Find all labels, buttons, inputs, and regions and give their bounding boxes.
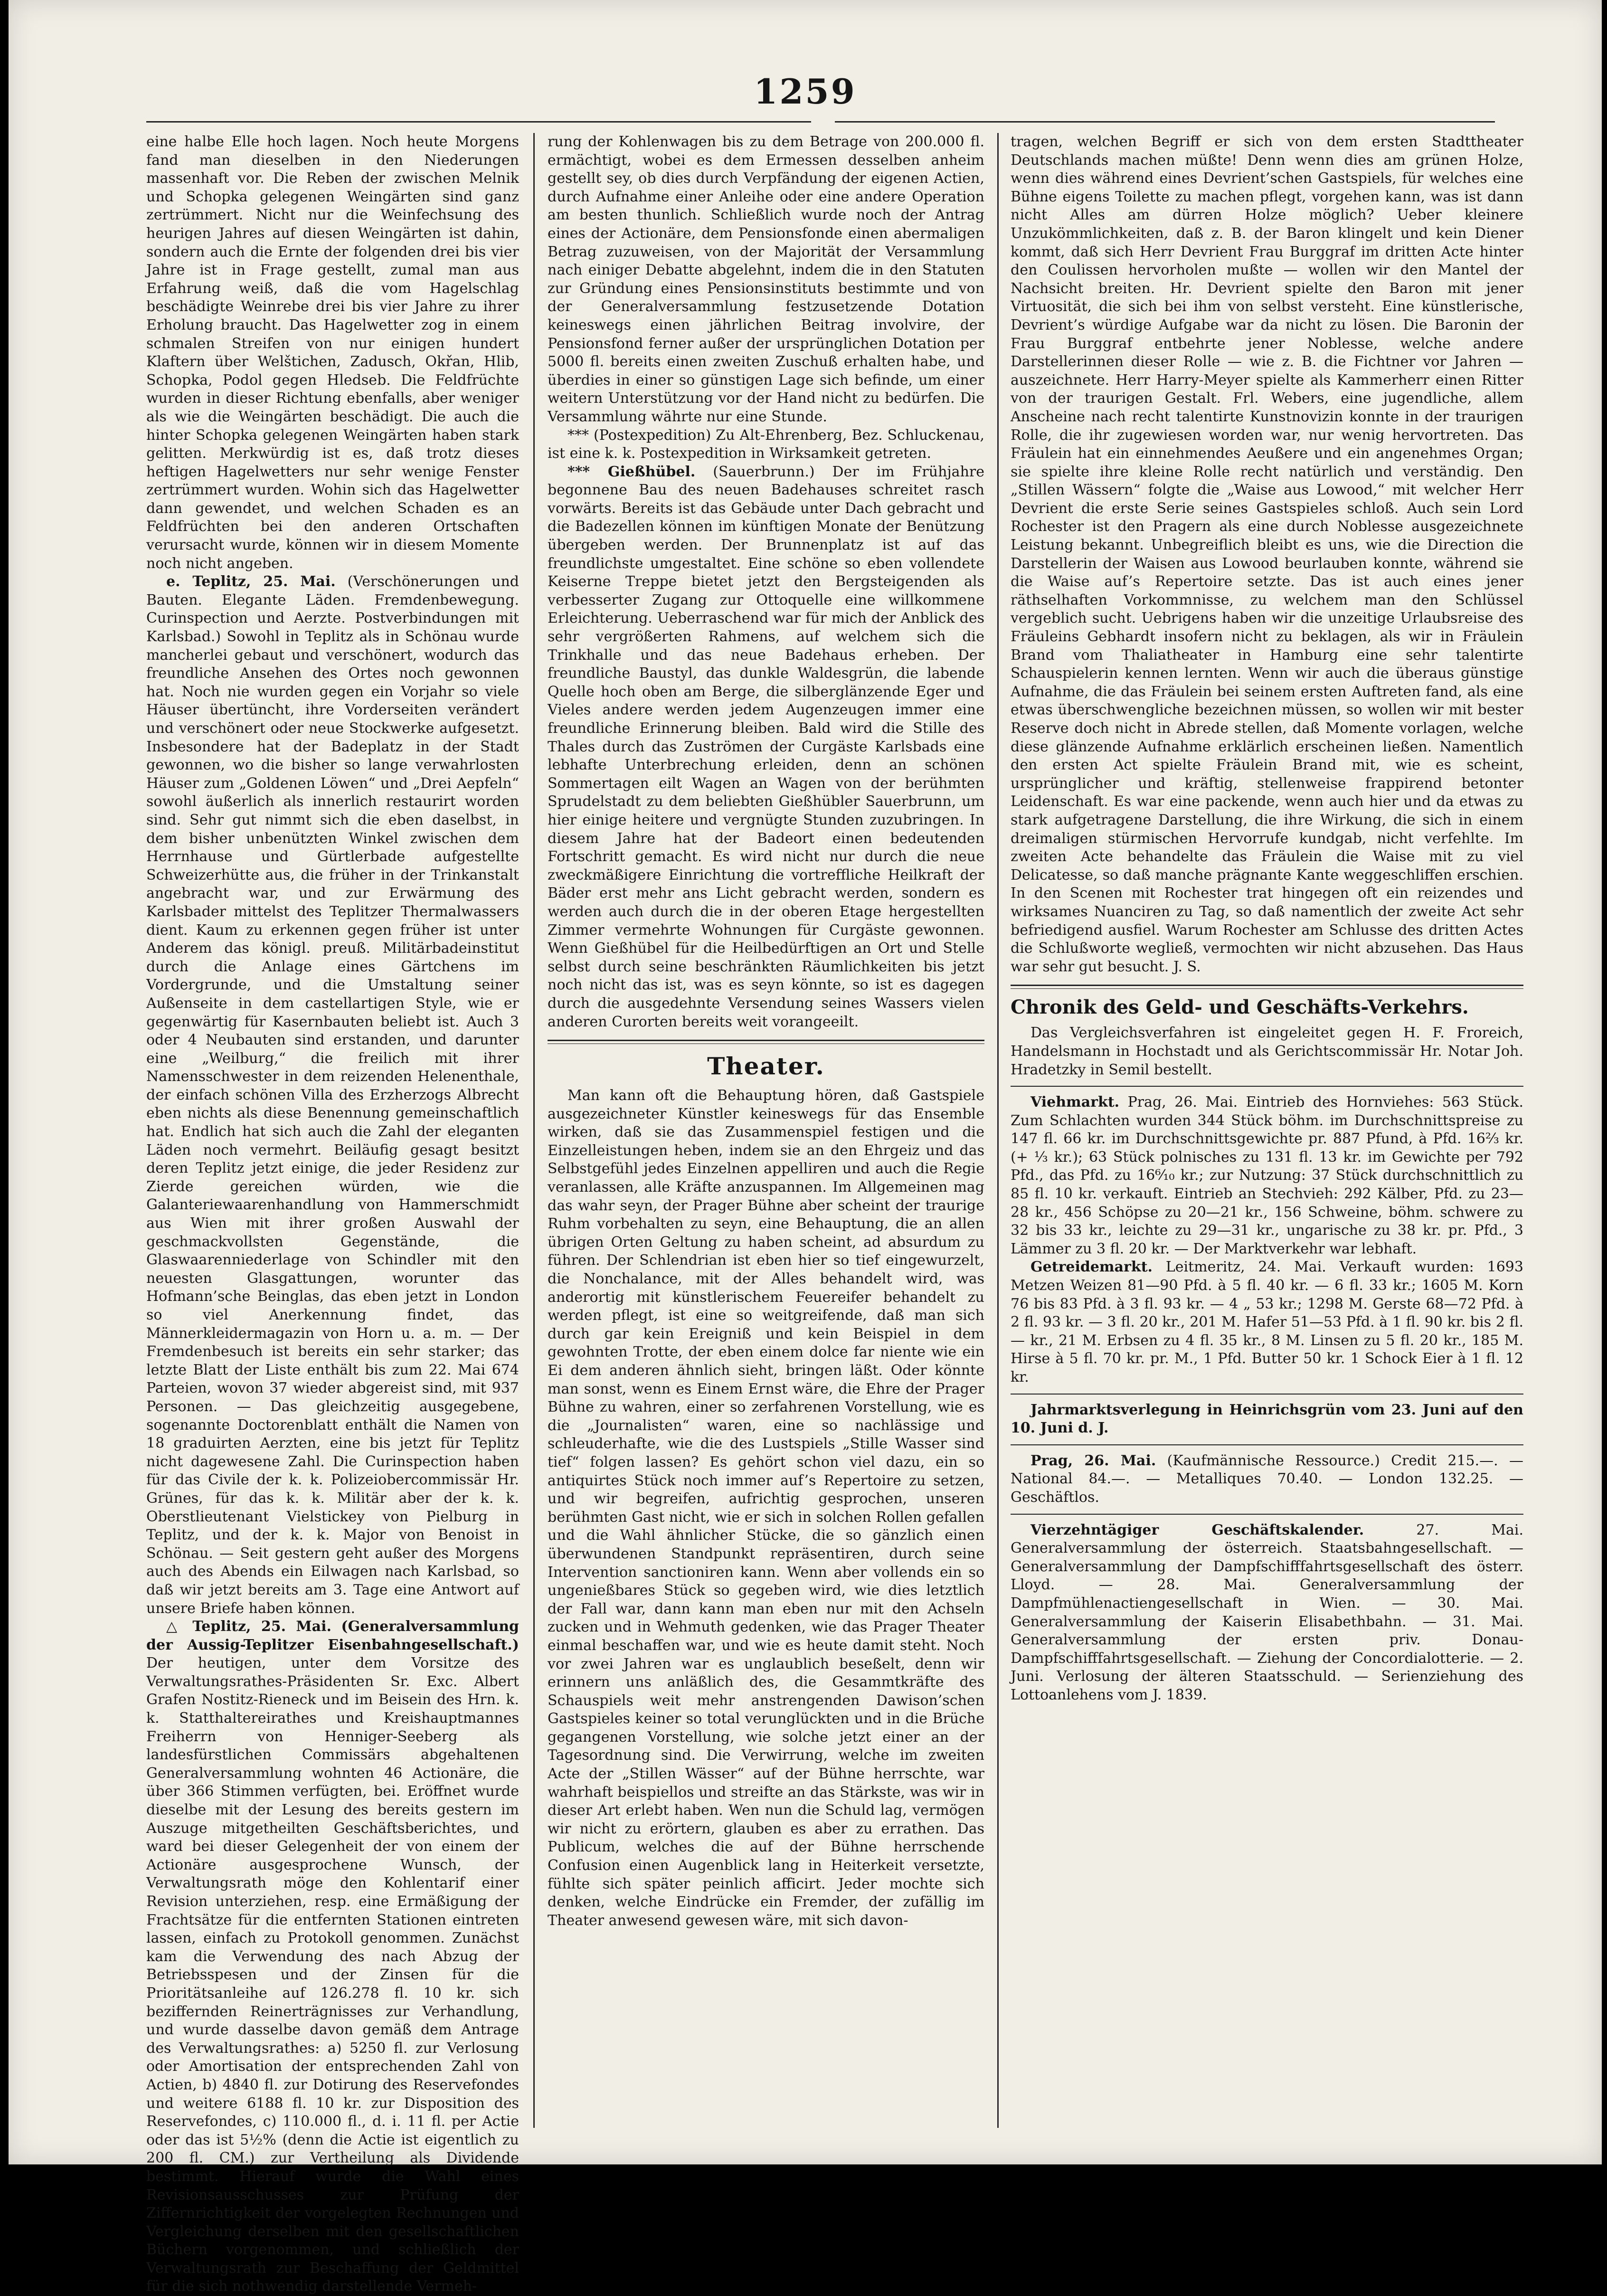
column-1 bbox=[146, 133, 519, 2295]
business-calendar bbox=[1011, 1521, 1523, 1705]
vergleich-notice: Das Vergleichsverfahren ist eingeleitet gegen H. F. Froreich, Handelsmann in Hochstadt und als Gerichtscommissär Hr. Notar Joh. Hradetzky in Semil bestellt. bbox=[1011, 1025, 1523, 1078]
jahrmarkt-notice: Jahrmarktsverlegung in Heinrichsgrün vom 23. Juni auf den 10. Juni d. J. bbox=[1011, 1401, 1523, 1437]
header-rule-right bbox=[835, 121, 1495, 123]
rule bbox=[1011, 1394, 1523, 1395]
page-number: 1259 bbox=[754, 71, 857, 112]
teplitz-report-2 bbox=[146, 1618, 519, 2296]
theater-heading: Theater. bbox=[707, 1052, 825, 1081]
heading: Vierzehntägiger Geschäftskalender. bbox=[1030, 1521, 1364, 1538]
topic: (Generalversammlung der Aussig-Teplitzer Eisenbahngesellschaft.) bbox=[146, 1618, 519, 1653]
rule bbox=[1011, 1444, 1523, 1445]
heading: Viehmarkt. bbox=[1030, 1094, 1120, 1111]
viehmarkt-report bbox=[1011, 1093, 1523, 1258]
column-3 bbox=[1011, 133, 1523, 2147]
column-2 bbox=[548, 133, 984, 2147]
topic: (Sauerbrunn.) bbox=[713, 463, 815, 480]
body: 27. Mai. Generalversammlung der österreich. Staatsbahngesellschaft. — Generalversammlung der Dampfschifffahrtsgesellschaft des österr. Lloyd. — 28. Mai. Generalversammlung der Dampfmühlenactiengesellschaft in Wien. — 30. Mai. Generalversammlung der Kaiserin Elisabethbahn. — 31. Mai. Generalversammlung der ersten priv. Donau-Dampfschifffahrtsgesellschaft. — Ziehung der Concordialotterie. — 2. Juni. Verlosung der älteren Staatsschuld. — Serienziehung des Lottoanlehens vom J. 1839. bbox=[1011, 1521, 1523, 1703]
giesshuebel-report bbox=[548, 463, 984, 1031]
dateline: *** Gießhübel. bbox=[567, 463, 696, 480]
postexpedition-notice: *** (Postexpedition) Zu Alt-Ehrenberg, Bez. Schluckenau, ist eine k. k. Postexpedition in Wirksamkeit getreten. bbox=[548, 427, 984, 462]
prag-exchange-report bbox=[1011, 1452, 1523, 1507]
column-divider-1 bbox=[533, 133, 535, 2128]
rule bbox=[1011, 1514, 1523, 1515]
heading: Prag, 26. Mai. bbox=[1030, 1452, 1156, 1469]
body: Prag, 26. Mai. Eintrieb des Hornviehes: 563 Stück. Zum Schlachten wurden 344 Stück böhm. im Durchschnittspreise zu 147 fl. 66 kr. im Durchschnittsgewichte pr. 887 Pfund, à Pfd. 16⅔ kr. (+ ⅓ kr.); 63 Stück polnisches zu 131 fl. 13 kr. im Gewichte per 792 Pfd., das Pfd. zu 16⁶⁄₁₀ kr.; zur Nutzung: 37 Stück durchschnittlich zu 85 fl. 10 kr. verkauft. Eintrieb an Stechvieh: 292 Kälber, Pfd. zu 23—28 kr., 456 Schöpse zu 20—21 kr., 156 Schweine, böhm. schwere zu 32 bis 33 kr., leichte zu 29—31 kr., ungarische zu 38 kr. pr. Pfd., 3 Lämmer zu 3 fl. 20 kr. — Der Marktverkehr war lebhaft. bbox=[1011, 1094, 1523, 1257]
body: Der im Frühjahre begonnene Bau des neuen Badehauses schreitet rasch vorwärts. Bereits ist das Gebäude unter Dach gebracht und die Badezellen können im künftigen Monate der Benützung übergeben werden. Der Brunnenplatz ist auf das freundlichste umgestaltet. Eine schöne so eben vollendete Keiserne Treppe bietet jetzt den Bergsteigenden als verbesserter Zugang zur Ottoquelle eine willkommene Erleichterung. Ueberraschend war für mich der Anblick des sehr vergrößerten Rahmens, auf welchem sich die Trinkhalle und das neue Badehaus erheben. Der freundliche Baustyl, das dunkle Waldesgrün, die labende Quelle hoch oben am Berge, die silberglänzende Eger und Vieles andere werden jedem Augenzeugen immer eine freundliche Erinnerung bleiben. Bald wird die Stille des Thales durch das Zuströmen der Curgäste Karlsbads eine lebhafte Unterbrechung erleiden, denn an schönen Sommertagen eilt Wagen an Wagen von der berühmten Sprudelstadt zu dem beliebten Gießhübler Sauerbrunn, um hier einige heitere und vergnügte Stunden zuzubringen. In diesem Jahre hat der Badeort einen bedeutenden Fortschritt gemacht. Es wird nicht nur durch die neue zweckmäßigere Einrichtung die vortreffliche Heilkraft der Bäder erst mehr ans Licht gebracht werden, sondern es werden auch durch die in der oberen Etage hergestellten Zimmer vermehrte Wohnungen für Curgäste gewonnen. Wenn Gießhübel für die Heilbedürftigen an Ort und Stelle selbst durch seine beschränkten Räumlichkeiten bis jetzt noch nicht das ist, was es seyn könnte, so ist es dagegen durch die ausgedehnte Versendung seines Wassers vielen anderen Curorten bereits weit vorangeeilt. bbox=[548, 463, 984, 1030]
theater-review-continued: tragen, welchen Begriff er sich von dem ersten Stadttheater Deutschlands machen müßte! Denn wenn dies am grünen Holze, wenn dies während eines Devrient’schen Gastspiels, für welches eine Bühne eigens Toilette zu machen pflegt, vorgehen kann, was ist dann nicht Alles am dürren Holze möglich? Ueber kleinere Unzukömmlichkeiten, daß z. B. der Baron klingelt und kein Diener kommt, daß sich Herr Devrient Frau Burggraf im dritten Acte hinter den Coulissen hervorholen mußte — wollen wir den Mantel der Nachsicht breiten. Hr. Devrient spielte den Baron mit jener Virtuosität, die sich bei ihm von selbst versteht. Eine künstlerische, Devrient’s würdige Aufgabe war da nicht zu lösen. Die Baronin der Frau Burggraf entbehrte jener Noblesse, welche andere Darstellerinnen dieser Rolle — wie z. B. die Fichtner vor Jahren — auszeichnete. Herr Harry-Meyer spielte als Kammerherr einen Ritter von der traurigen Gestalt. Frl. Webers, eine jugendliche, allem Anscheine nach recht talentirte Kunstnovizin konnte in der traurigen Rolle, die ihr zugewiesen worden war, nur wenig hervortreten. Das Fräulein hat ein einnehmendes Aeußere und ein angenehmes Organ; sie spielte ihre kleine Rolle recht natürlich und verständig. Den „Stillen Wässern“ folgte die „Waise aus Lowood,“ mit welcher Herr Devrient die erste Serie seines Gastspieles schloß. Auch sein Lord Rochester ist den Pragern als eine durch Noblesse ausgezeichnete Leistung bekannt. Unbegreiflich bleibt es uns, wie die Direction die Darstellerin der Waisen aus Lowood beurlauben konnte, während sie die Waise auf’s Repertoire setzte. Das ist auch eines jener räthselhaften Vorkommnisse, zu welchem man den Schlüssel vergeblich sucht. Uebrigens haben wir die unzeitige Urlaubsreise des Fräuleins Gebhardt insofern nicht zu beklagen, als wir in Fräulein Brand vom Thaliatheater in Hamburg eine sehr talentirte Schauspielerin kennen lernten. Wenn wir auch die überaus günstige Aufnahme, die das Fräulein bei seinem ersten Auftreten fand, als eine etwas überschwengliche bezeichnen müssen, so wollen wir mit bester Reserve doch nicht in Abrede stellen, daß Momente vorlagen, welche diese glänzende Aufnahme erklärlich erscheinen ließen. Namentlich den ersten Act spielte Fräulein Brand mit, wie es scheint, ursprünglicher und kräftig, stellenweise frappirend betonter Leidenschaft. Es war eine packende, wenn auch hier und da etwas zu stark aufgetragene Darstellung, die ihre Wirkung, die sich in einem dreimaligen stürmischen Hervorrufe kundgab, nicht verfehlte. Im zweiten Acte behandelte das Fräulein die Waise mit zu viel Delicatesse, so daß manche prägnante Kante weggeschliffen erschien. In den Scenen mit Rochester trat hingegen oft ein reizendes und wirksames Nuanciren zu Tag, so daß namentlich der zweite Act sehr befriedigend ausfiel. Warum Rochester am Schlusse des dritten Actes die Schlußworte wegließ, vermochten wir nicht abzusehen. Das Haus war sehr gut besucht. J. S. bbox=[1011, 133, 1523, 975]
getreidemarkt-report bbox=[1011, 1258, 1523, 1386]
body: Der heutigen, unter dem Vorsitze des Verwaltungsrathes-Präsidenten Sr. Exc. Albert Grafen Nostitz-Rieneck und im Beisein des Hrn. k. k. Statthaltereirathes und Kreishauptmannes Freiherrn von Henniger-Seeberg als landesfürstlichen Commissärs abgehaltenen Generalversammlung wohnten 46 Actionäre, die über 366 Stimmen verfügten, bei. Eröffnet wurde dieselbe mit der Lesung des bereits gestern im Auszuge mitgetheilten Geschäftsberichtes, und ward bei dieser Gelegenheit der von einem der Actionäre ausgesprochene Wunsch, der Verwaltungsrath möge den Kohlentarif einer Revision unterziehen, resp. eine Ermäßigung der Frachtsätze für die entfernten Stationen eintreten lassen, einfach zu Protokoll genommen. Zunächst kam die Verwendung des nach Abzug der Betriebsspesen und der Zinsen für die Prioritätsanleihe auf 126.278 fl. 10 kr. sich beziffernden Reinerträgnisses zur Verhandlung, und wurde dasselbe davon gemäß dem Antrage des Verwaltungsrathes: a) 5250 fl. zur Verlosung oder Amortisation der entsprechenden Zahl von Actien, b) 4840 fl. zur Dotirung des Reservefondes und weitere 6188 fl. 10 kr. zur Disposition des Reservefondes, c) 110.000 fl., d. i. 11 fl. per Actie oder das ist 5½% (denn die Actie ist eigentlich zu 200 fl. CM.) zur Vertheilung als Dividende bestimmt. Hierauf wurde die Wahl eines Revisionsausschusses zur Prüfung der Ziffernrichtigkeit der vorgelegten Rechnungen und Vergleichung derselben mit den gesellschaftlichen Büchern vorgenommen, und schließlich der Verwaltungsrath zur Beschaffung der Geldmittel für die sich nothwendig darstellende Vermeh- bbox=[146, 1655, 519, 2295]
column-divider-2 bbox=[997, 133, 999, 2128]
teplitz-report-1 bbox=[146, 573, 519, 1618]
header-rule-left bbox=[146, 121, 811, 123]
topic: (Verschönerungen und Bauten. Elegante Läden. Fremdenbewegung. Curinspection und Aerzte. Postverbindungen mit Karlsbad.) bbox=[146, 573, 519, 645]
railway-continued-paragraph: rung der Kohlenwagen bis zu dem Betrage von 200.000 fl. ermächtigt, wobei es dem Ermessen desselben anheim gestellt sey, ob dies durch Verpfändung der eigenen Actien, durch Aufnahme einer Anleihe oder eine andere Operation am besten thunlich. Schließlich wurde noch der Antrag eines der Actionäre, dem Pensionsfonde einen abermaligen Betrag zuzuweisen, von der Majorität der Versammlung nach einiger Debatte abgelehnt, indem die in den Statuten zur Gründung eines Pensionsinstituts bestimmte und von der Generalversammlung festzusetzende Dotation keineswegs einen jährlichen Beitrag involvire, der Pensionsfond ferner außer der ursprünglichen Dotation per 5000 fl. bereits einen zweiten Zuschuß erhalten habe, und überdies in einer so günstigen Lage sich befinde, um einer weitern Unterstützung vor der Hand nicht zu bedürfen. Die Versammlung währte nur eine Stunde. bbox=[548, 133, 984, 425]
section-divider bbox=[548, 1040, 984, 1044]
rule bbox=[1011, 1086, 1523, 1087]
body: Sowohl in Teplitz als in Schönau wurde mancherlei gebaut und verschönert, wodurch das freundliche Ansehen des Ortes noch gewonnen hat. Noch nie wurden gegen ein Vorjahr so viele Häuser übertüncht, ihre Vorderseiten verändert und verschönert oder neue Stockwerke aufgesetzt. Insbesondere hat der Badeplatz in der Stadt gewonnen, wo die bisher so lange verwahrlosten Häuser zum „Goldenen Löwen“ und „Drei Aepfeln“ sowohl äußerlich als innerlich restaurirt worden sind. Sehr gut nimmt sich die eben daselbst, in dem bisher unbenützten Winkel zwischen dem Herrnhause und Gürtlerbade aufgestellte Schweizerhütte aus, die früher in der Trinkanstalt angebracht war, und zur Erwärmung des Karlsbader mittelst des Teplitzer Thermalwassers dient. Kaum zu erkennen gegen früher ist unter Anderem das königl. preuß. Militärbadeinstitut durch die Anlage eines Gärtchens im Vordergrunde, und die Umstaltung seiner Außenseite in dem castellartigen Style, wie er gegenwärtig für Kasernbauten beliebt ist. Auch 3 oder 4 Neubauten sind erstanden, und darunter eine „Weilburg,“ die freilich mit ihrer Namensschwester in dem reizenden Helenenthale, der einfach schönen Villa des Erzherzogs Albrecht eben nichts als diese Benennung gemeinschaftlich hat. Endlich hat sich auch die Zahl der eleganten Läden noch vermehrt. Beiläufig gesagt besitzt deren Teplitz jetzt einige, die jeder Residenz zur Zierde gereichen würden, wie die Galanteriewaarenhandlung von Hammerschmidt aus Wien mit ihrer großen Auswahl der geschmackvollsten Gegenstände, die Glaswaarenniederlage von Schindler mit den neuesten Glasgattungen, worunter das Hofmann’sche Beinglas, das eben jetzt in London so viel Anerkennung findet, das Männerkleidermagazin von Horn u. a. m. — Der Fremdenbesuch ist bereits ein sehr starker; das letzte Blatt der Liste enthält bis zum 22. Mai 674 Parteien, wovon 37 wieder abgereist sind, mit 937 Personen. — Das gleichzeitig ausgegebene, sogenannte Doctorenblatt enthält die Namen von 18 graduirten Aerzten, eine bis jetzt für Teplitz nicht dagewesene Zahl. Die Curinspection haben für das Civile der k. k. Polizeiobercommissär Hr. Grünes, für das k. k. Militär aber der k. k. Oberstlieutenant Vielstickey von Pielburg in Teplitz, und der k. k. Major von Benoist in Schönau. — Seit gestern geht außer des Morgens auch des Abends ein Eilwagen nach Karlsbad, so daß wir jetzt bereits am 3. Tage eine Antwort auf unsere Briefe haben können. bbox=[146, 628, 519, 1617]
heading: Getreidemarkt. bbox=[1030, 1259, 1153, 1276]
theater-review: Man kann oft die Behauptung hören, daß Gastspiele ausgezeichneter Künstler keineswegs für das Ensemble wirken, daß sie das Zusammenspiel festigen und die Einzelleistungen heben, indem sie an den Ehrgeiz und das Selbstgefühl jedes Einzelnen appelliren und auch die Regie veranlassen, alle Kräfte anzuspannen. Im Allgemeinen mag das wahr seyn, der Prager Bühne aber scheint der traurige Ruhm vorbehalten zu seyn, eine Behauptung, die an allen übrigen Orten Geltung zu haben scheint, ad absurdum zu führen. Der Schlendrian ist eben hier so tief eingewurzelt, die Nonchalance, mit der Alles behandelt wird, was anderortig mit künstlerischem Feuereifer behandelt zu werden pflegt, ist eine so weitgreifende, daß man sich durch gar kein Ereigniß und kein Beispiel in dem gewohnten Trotte, der eben einem dolce far niente wie ein Ei dem anderen ähnlich sieht, bringen läßt. Oder könnte man sonst, wenn es Einem Ernst wäre, die Ehre der Prager Bühne zu wahren, einer so zerfahrenen Vorstellung, wie es die „Journalisten“ waren, eine so nachlässige und schleuderhafte, wie die des Lustspiels „Stille Wasser sind tief“ folgen lassen? Es gehört schon viel dazu, ein so antiquirtes Stück noch immer auf’s Repertoire zu setzen, und wir begreifen, aufrichtig gesprochen, unseren berühmten Gast nicht, wie er sich in solchen Rollen gefallen und die Wahl ähnlicher Stücke, die so gänzlich einen überwundenen Standpunkt repräsentiren, durch seine Intervention sanctioniren kann. Wenn aber vollends ein so ungenießbares Stück so gegeben wird, wie dies letztlich der Fall war, dann kann man eben nur mit den Achseln zucken und in Wehmuth gedenken, wie das Prager Theater einmal beschaffen war, und wie es heute damit steht. Noch vor zwei Jahren war es unglaublich beseßelt, denn wir erinnern uns anläßlich des, die Gesammtkräfte des Schauspiels weit mehr anstrengenden Dawison’schen Gastspieles keiner so total verunglückten und in die Brüche gegangenen Vorstellung, wie solche jetzt einer an der Tagesordnung sind. Die Verwirrung, welche im zweiten Acte der „Stillen Wässer“ auf der Bühne herrschte, war wahrhaft beispiellos und streifte an das Stärkste, was wir in dieser Art erlebt haben. Wen nun die Schuld lag, vermögen wir nicht zu erörtern, glauben es aber zu errathen. Das Publicum, welches die auf der Bühne herrschende Confusion einen Augenblick lang in Heiterkeit versetzte, fühlte sich später peinlich afficirt. Jeder mochte sich denken, welche Eindrücke ein Fremder, der zufällig im Theater anwesend gewesen wäre, mit sich davon- bbox=[548, 1087, 984, 1929]
chronik-heading: Chronik des Geld- und Geschäfts-Verkehrs. bbox=[1011, 996, 1469, 1019]
body: Leitmeritz, 24. Mai. Verkauft wurden: 1693 Metzen Weizen 81—90 Pfd. à 5 fl. 40 kr. — 6 fl. 33 kr.; 1605 M. Korn 76 bis 83 Pfd. à 3 fl. 93 kr. — 4 „ 53 kr.; 1298 M. Gerste 68—72 Pfd. à 2 fl. 93 kr. — 3 fl. 20 kr., 201 M. Hafer 51—53 Pfd. à 1 fl. 90 kr. bis 2 fl. — kr., 21 M. Erbsen zu 4 fl. 35 kr., 8 M. Linsen zu 5 fl. 20 kr., 185 M. Hirse à 5 fl. 70 kr. pr. M., 1 Pfd. Butter 50 kr. 1 Schock Eier à 1 fl. 12 kr. bbox=[1011, 1259, 1523, 1385]
section-divider bbox=[1011, 985, 1523, 989]
newspaper-page bbox=[9, 0, 1602, 2295]
hail-report-paragraph: eine halbe Elle hoch lagen. Noch heute Morgens fand man dieselben in den Niederungen massenhaft vor. Die Reben der zwischen Melnik und Schopka gelegenen Weingärten sind ganz zertrümmert. Nicht nur die Weinfechsung des heurigen Jahres auf diesen Weingärten ist dahin, sondern auch die Ernte der folgenden drei bis vier Jahre ist in Frage gestellt, zumal man aus Erfahrung weiß, daß die vom Hagelschlag beschädigte Weinrebe drei bis vier Jahre zu ihrer Erholung braucht. Das Hagelwetter zog in einem schmalen Streifen von nur einigen hundert Klaftern über Welštichen, Zadusch, Okřan, Hlib, Schopka, Podol gegen Hledseb. Die Feldfrüchte wurden in dieser Richtung ebenfalls, aber weniger als wie die Weingärten beschädigt. Die auch die hinter Schopka gelegenen Weingärten haben stark gelitten. Merkwürdig ist es, daß trotz dieses heftigen Hagelwetters nur sehr wenige Fenster zertrümmert wurden. Wohin sich das Hagelwetter dann gewendet, und welchen Schaden es an Feldfrüchten bei den anderen Ortschaften verursacht wurde, können wir in diesem Momente noch nicht angeben. bbox=[146, 133, 519, 572]
page-header bbox=[9, 71, 1602, 123]
body: (Kaufmännische Ressource.) Credit 215.—. — National 84.—. — Metalliques 70.40. — London 132.25. — Geschäftlos. bbox=[1011, 1452, 1523, 1506]
dateline: e. Teplitz, 25. Mai. bbox=[166, 573, 336, 590]
dateline: △ Teplitz, 25. Mai. bbox=[166, 1618, 331, 1635]
